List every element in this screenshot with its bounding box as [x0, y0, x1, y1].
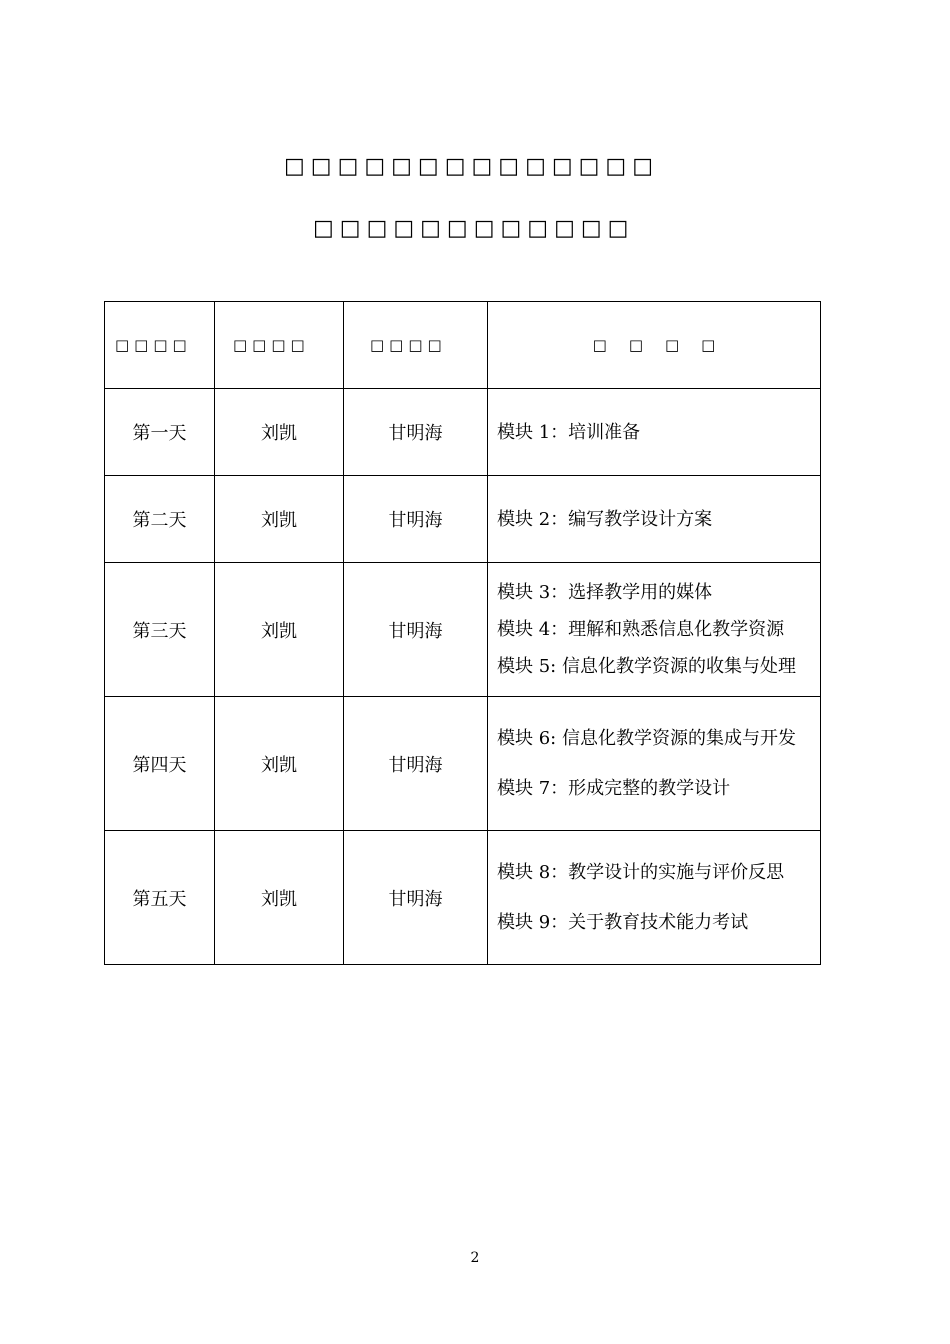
person-2-cell: 甘明海 — [344, 476, 488, 563]
day-cell: 第五天 — [105, 831, 215, 965]
module-line: 模块 2：编写教学设计方案 — [497, 508, 713, 530]
person-2-cell: 甘明海 — [344, 697, 488, 831]
table-header-row — [105, 302, 821, 389]
person-1-cell: 刘凯 — [215, 563, 344, 697]
person-1-cell: 刘凯 — [215, 389, 344, 476]
header-day: □□□□ — [105, 302, 215, 389]
table-row — [105, 697, 821, 831]
module-line: 模块 6: 信息化教学资源的集成与开发 — [497, 727, 796, 749]
person-1-cell: 刘凯 — [215, 697, 344, 831]
person-1-cell: 刘凯 — [215, 831, 344, 965]
document-title-line-1: □□□□□□□□□□□□□□ — [284, 154, 660, 179]
modules-cell — [488, 476, 821, 563]
training-schedule-table — [104, 301, 821, 965]
module-line: 模块 4：理解和熟悉信息化教学资源 — [497, 619, 785, 640]
person-2-cell: 甘明海 — [344, 563, 488, 697]
day-cell: 第一天 — [105, 389, 215, 476]
modules-cell — [488, 389, 821, 476]
modules-cell — [488, 697, 821, 831]
module-line: 模块 5: 信息化教学资源的收集与处理 — [497, 656, 796, 677]
page-number: 2 — [470, 1250, 480, 1266]
table-row — [105, 389, 821, 476]
table-row — [105, 476, 821, 563]
table-row — [105, 563, 821, 697]
table-row — [105, 831, 821, 965]
day-cell: 第二天 — [105, 476, 215, 563]
person-2-cell: 甘明海 — [344, 389, 488, 476]
header-person-2: □□□□ — [344, 302, 488, 389]
day-cell: 第四天 — [105, 697, 215, 831]
person-2-cell: 甘明海 — [344, 831, 488, 965]
modules-cell — [488, 563, 821, 697]
document-title-line-2: □□□□□□□□□□□□ — [313, 216, 635, 241]
module-line: 模块 1：培训准备 — [497, 421, 641, 443]
module-line: 模块 7：形成完整的教学设计 — [497, 777, 731, 799]
modules-cell — [488, 831, 821, 965]
day-cell: 第三天 — [105, 563, 215, 697]
module-line: 模块 9：关于教育技术能力考试 — [497, 911, 749, 933]
module-line: 模块 8：教学设计的实施与评价反思 — [497, 861, 785, 883]
person-1-cell: 刘凯 — [215, 476, 344, 563]
header-person-1: □□□□ — [215, 302, 344, 389]
module-line: 模块 3：选择教学用的媒体 — [497, 582, 713, 603]
header-content: □□□□ — [488, 302, 821, 389]
